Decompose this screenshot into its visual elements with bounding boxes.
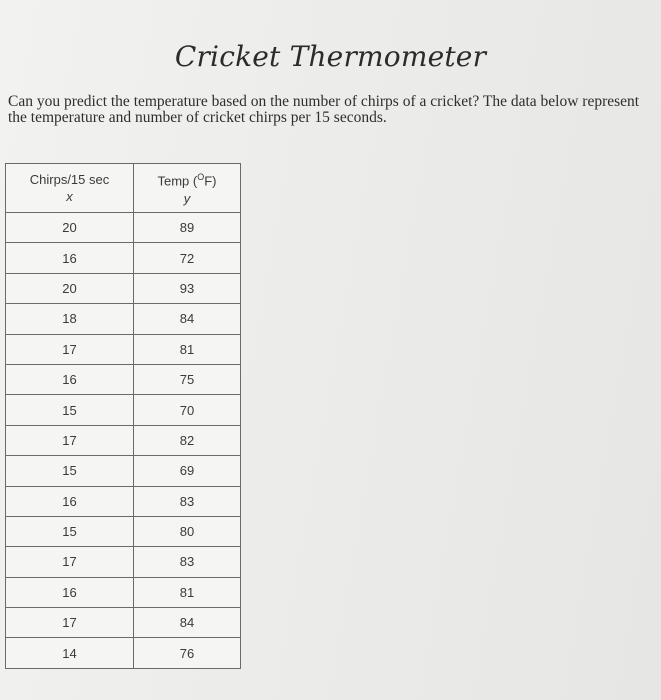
cell-temp: 93 [134,273,241,303]
cell-chirps: 15 [6,516,134,546]
page-title: Cricket Thermometer [174,40,487,73]
cell-temp: 72 [134,243,241,273]
cell-temp: 69 [134,456,241,486]
cell-chirps: 17 [6,425,134,455]
cell-chirps: 17 [6,547,134,577]
cell-chirps: 16 [6,243,134,273]
header-temp-label-prefix: Temp ( [157,173,198,189]
table-row [6,395,241,425]
cell-temp: 82 [134,425,241,455]
cell-temp: 89 [134,213,241,243]
table-row [6,334,241,364]
header-temp-label-suffix: F) [204,173,217,189]
cell-temp: 83 [134,486,241,516]
header-temp [134,164,241,213]
table-row [6,456,241,486]
table-row [6,243,241,273]
cell-chirps: 15 [6,395,134,425]
cell-temp: 80 [134,516,241,546]
table-row [6,547,241,577]
cell-temp: 81 [134,334,241,364]
cell-chirps: 16 [6,364,134,394]
cell-temp: 75 [134,364,241,394]
table-row [6,486,241,516]
cell-chirps: 17 [6,608,134,638]
cell-chirps: 15 [6,456,134,486]
table-row [6,516,241,546]
cell-chirps: 20 [6,213,134,243]
table-row [6,425,241,455]
header-temp-degree: O [197,172,205,183]
header-temp-variable: y [183,190,191,206]
cell-temp: 81 [134,577,241,607]
cell-chirps: 20 [6,273,134,303]
cell-temp: 84 [134,608,241,638]
table-row [6,213,241,243]
data-table [5,163,241,669]
cell-chirps: 17 [6,334,134,364]
table-body [6,213,241,669]
table-header-row [6,164,241,213]
cell-chirps: 14 [6,638,134,669]
table-row [6,304,241,334]
cell-temp: 76 [134,638,241,669]
table-row [6,273,241,303]
cell-chirps: 16 [6,577,134,607]
table-row [6,364,241,394]
table-row [6,577,241,607]
cell-temp: 84 [134,304,241,334]
header-chirps [6,164,134,213]
intro-paragraph: Can you predict the temperature based on the number of chirps of a cricket? The data below represent the temperature and number of cricket chirps per 15 seconds. [8,93,640,126]
cell-temp: 83 [134,547,241,577]
header-chirps-label: Chirps/15 sec [29,172,110,187]
cell-chirps: 16 [6,486,134,516]
data-table-container [5,163,240,669]
table-row [6,608,241,638]
cell-temp: 70 [134,395,241,425]
table-row [6,638,241,669]
header-chirps-variable: x [66,189,73,204]
cell-chirps: 18 [6,304,134,334]
